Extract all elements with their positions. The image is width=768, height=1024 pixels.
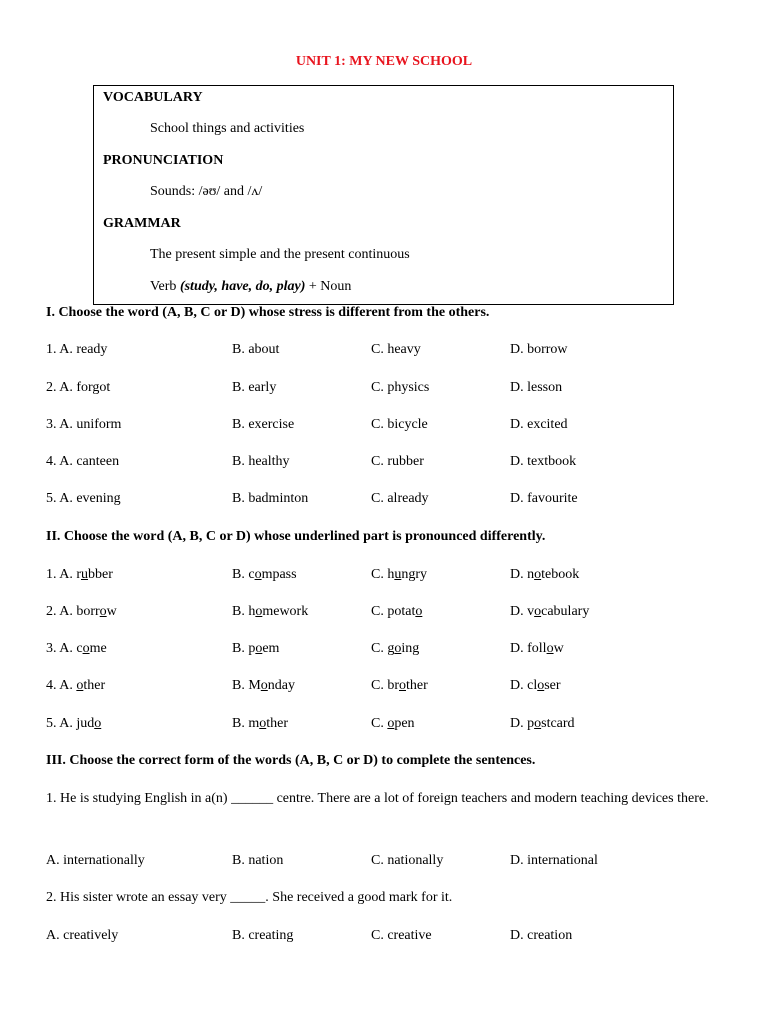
- word-part: me: [89, 641, 107, 656]
- option-s3-q2-c: C. creative: [371, 928, 432, 943]
- word-part: D. foll: [510, 641, 547, 656]
- underlined-letter: o: [254, 567, 262, 582]
- underlined-letter: o: [260, 678, 268, 693]
- option-s2-q2-b: [232, 603, 308, 621]
- option-s2-q1-b: [232, 566, 297, 584]
- word-part: B. M: [232, 678, 261, 693]
- option-s1-q1-b: B. about: [232, 342, 280, 357]
- underlined-letter: o: [534, 567, 542, 582]
- pronunciation-text: Sounds: /əʊ/ and /ʌ/: [150, 184, 263, 199]
- option-s3-q1-a: A. internationally: [46, 853, 145, 868]
- word-part: D. p: [510, 716, 535, 731]
- word-part: D. cl: [510, 678, 538, 693]
- option-s2-q1-a: [46, 566, 113, 584]
- underlined-letter: o: [94, 716, 102, 731]
- underlined-letter: o: [99, 604, 107, 619]
- grammar-heading: GRAMMAR: [103, 216, 181, 231]
- underlined-letter: o: [255, 604, 263, 619]
- option-s2-q4-a: [46, 677, 105, 695]
- word-part: 5. A. jud: [46, 716, 95, 731]
- underlined-letter: o: [76, 678, 84, 693]
- option-s1-q3-a: 3. A. uniform: [46, 417, 122, 432]
- verb-examples: (study, have, do, play): [179, 279, 306, 294]
- word-part: w: [106, 604, 117, 619]
- option-s2-q4-c: [371, 677, 428, 695]
- verb-suffix: + Noun: [305, 279, 352, 294]
- word-part: pen: [394, 716, 415, 731]
- option-s2-q5-a: [46, 715, 101, 733]
- page-title: UNIT 1: MY NEW SCHOOL: [295, 54, 473, 69]
- underlined-letter: o: [534, 716, 542, 731]
- option-s1-q5-c: C. already: [371, 491, 429, 506]
- option-s1-q1-d: D. borrow: [510, 342, 568, 357]
- word-part: D. v: [510, 604, 535, 619]
- option-s2-q3-a: [46, 640, 107, 658]
- section-2-heading: II. Choose the word (A, B, C or D) whose underlined part is pronounced differently.: [46, 529, 546, 544]
- option-s2-q1-c: [371, 566, 427, 584]
- option-s3-q1-b: B. nation: [232, 853, 284, 868]
- option-s1-q2-c: C. physics: [371, 380, 430, 395]
- option-s3-q2-a: A. creatively: [46, 928, 119, 943]
- underlined-letter: u: [81, 567, 88, 582]
- section-1-heading: I. Choose the word (A, B, C or D) whose stress is different from the others.: [46, 305, 490, 320]
- word-part: 1. A. r: [46, 567, 81, 582]
- word-part: ing: [401, 641, 420, 656]
- underlined-letter: o: [82, 641, 90, 656]
- option-s2-q3-d: [510, 640, 564, 658]
- underlined-letter: o: [394, 641, 402, 656]
- option-s2-q2-d: [510, 603, 589, 621]
- option-s3-q1-d: D. international: [510, 853, 598, 868]
- question-3-1: 1. He is studying English in a(n) ______ centre. There are a lot of foreign teachers and modern teaching devices there.: [46, 791, 709, 806]
- word-part: ngry: [401, 567, 428, 582]
- word-part: nday: [267, 678, 296, 693]
- word-part: ther: [83, 678, 106, 693]
- vocabulary-text: School things and activities: [150, 121, 305, 136]
- word-part: cabulary: [541, 604, 590, 619]
- option-s1-q3-c: C. bicycle: [371, 417, 428, 432]
- underlined-letter: o: [534, 604, 542, 619]
- option-s3-q1-c: C. nationally: [371, 853, 444, 868]
- option-s1-q2-b: B. early: [232, 380, 277, 395]
- option-s1-q4-d: D. textbook: [510, 454, 577, 469]
- word-part: B. p: [232, 641, 256, 656]
- option-s1-q5-a: 5. A. evening: [46, 491, 121, 506]
- pronunciation-heading: PRONUNCIATION: [103, 153, 224, 168]
- option-s1-q5-d: D. favourite: [510, 491, 578, 506]
- word-part: B. h: [232, 604, 256, 619]
- option-s1-q1-c: C. heavy: [371, 342, 421, 357]
- option-s2-q5-c: [371, 715, 415, 733]
- option-s1-q2-d: D. lesson: [510, 380, 563, 395]
- underlined-letter: u: [394, 567, 402, 582]
- underlined-letter: o: [399, 678, 406, 693]
- underlined-letter: o: [415, 604, 423, 619]
- grammar-text: The present simple and the present continuous: [150, 247, 410, 262]
- option-s2-q5-b: [232, 715, 288, 733]
- underlined-letter: o: [546, 641, 554, 656]
- question-3-2: 2. His sister wrote an essay very _____. She received a good mark for it.: [46, 890, 453, 905]
- option-s1-q4-a: 4. A. canteen: [46, 454, 120, 469]
- verb-noun-line: [150, 278, 351, 296]
- option-s2-q5-d: [510, 715, 575, 733]
- vocabulary-heading: VOCABULARY: [103, 90, 203, 105]
- option-s1-q3-b: B. exercise: [232, 417, 295, 432]
- word-part: ther: [266, 716, 288, 731]
- word-part: 4. A.: [46, 678, 77, 693]
- word-part: mpass: [261, 567, 297, 582]
- option-s1-q4-b: B. healthy: [232, 454, 290, 469]
- option-s2-q2-c: [371, 603, 422, 621]
- option-s2-q4-d: [510, 677, 561, 695]
- section-3-heading: III. Choose the correct form of the words (A, B, C or D) to complete the sentences.: [46, 753, 536, 768]
- option-s1-q5-b: B. badminton: [232, 491, 309, 506]
- option-s2-q2-a: [46, 603, 117, 621]
- option-s1-q1-a: 1. A. ready: [46, 342, 108, 357]
- option-s2-q1-d: [510, 566, 579, 584]
- word-part: D. n: [510, 567, 535, 582]
- word-part: ser: [544, 678, 561, 693]
- underlined-letter: o: [537, 678, 545, 693]
- underlined-letter: o: [255, 641, 263, 656]
- word-part: w: [553, 641, 564, 656]
- word-part: C.: [371, 716, 388, 731]
- word-part: B. m: [232, 716, 260, 731]
- word-part: mework: [262, 604, 309, 619]
- word-part: stcard: [541, 716, 575, 731]
- word-part: 3. A. c: [46, 641, 83, 656]
- option-s2-q3-b: [232, 640, 279, 658]
- option-s1-q2-a: 2. A. forgot: [46, 380, 111, 395]
- option-s3-q2-d: D. creation: [510, 928, 573, 943]
- option-s1-q4-c: C. rubber: [371, 454, 424, 469]
- option-s3-q2-b: B. creating: [232, 928, 294, 943]
- word-part: ther: [406, 678, 428, 693]
- word-part: C. br: [371, 678, 399, 693]
- underlined-letter: o: [387, 716, 395, 731]
- underlined-letter: o: [259, 716, 267, 731]
- word-part: tebook: [541, 567, 580, 582]
- word-part: B. c: [232, 567, 255, 582]
- option-s2-q4-b: [232, 677, 295, 695]
- option-s2-q3-c: [371, 640, 419, 658]
- word-part: 2. A. borr: [46, 604, 100, 619]
- word-part: bber: [88, 567, 113, 582]
- word-part: C. potat: [371, 604, 416, 619]
- word-part: C. g: [371, 641, 395, 656]
- word-part: em: [262, 641, 280, 656]
- option-s1-q3-d: D. excited: [510, 417, 568, 432]
- word-part: C. h: [371, 567, 395, 582]
- verb-prefix: Verb: [150, 279, 180, 294]
